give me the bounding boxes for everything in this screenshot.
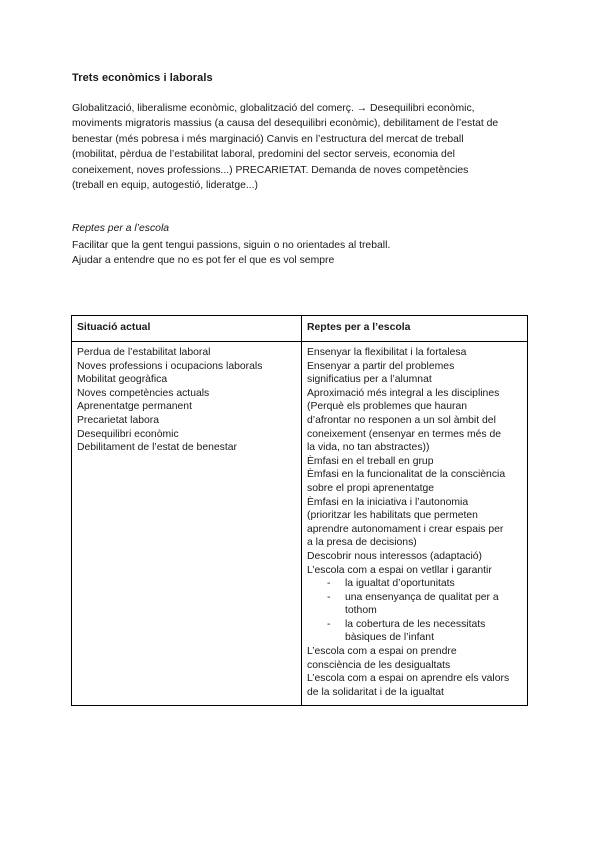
- reptes-cell-line: Èmfasi en la iniciativa i l’autonomia: [307, 496, 469, 508]
- reptes-cell-line: Èmfasi en el treball en grup: [307, 455, 434, 467]
- reptes-cell-line: (prioritzar les habilitats que permeten: [307, 510, 478, 522]
- reptes-cell-line: Ensenyar a partir del problemes: [307, 360, 455, 372]
- reptes-line: Ajudar a entendre que no es pot fer el que es vol sempre: [72, 255, 335, 266]
- bullet-line: una ensenyança de qualitat per a: [345, 591, 499, 603]
- reptes-cell-line: a la presa de decisions): [307, 537, 417, 549]
- bullet-text: [345, 591, 499, 618]
- reptes-cell-line: sobre el propi aprenentatge: [307, 482, 435, 494]
- paragraph-line: (mobilitat, pèrdua de l’estabilitat laboral, predomini del sector serveis, economia del: [72, 149, 455, 161]
- bullet-text: [345, 618, 485, 645]
- reptes-cell-line: consciència de les desigualtats: [307, 659, 451, 671]
- list-item: Mobilitat geogràfica: [77, 374, 168, 386]
- list-item: Precarietat labora: [77, 414, 160, 426]
- reptes-cell-line: de la solidaritat i de la igualtat: [307, 686, 444, 698]
- reptes-line: Facilitar que la gent tengui passions, siguin o no orientades al treball.: [72, 240, 391, 251]
- list-item: Perdua de l’estabilitat laboral: [77, 347, 211, 358]
- paragraph-line: (treball en equip, autogestió, lideratge...): [72, 180, 258, 192]
- paragraph-line: benestar (més pobresa i més marginació) Canvis en l’estructura del mercat de treball: [72, 133, 464, 145]
- reptes-cell-line: la vida, no tan abstractes)): [307, 442, 430, 454]
- bullet-item: [307, 618, 521, 645]
- reptes-cell: [302, 342, 528, 706]
- reptes-cell-line: Aproximació més integral a les disciplines: [307, 387, 500, 399]
- dash-bullet: -: [327, 618, 331, 630]
- table-header-row: [72, 316, 528, 342]
- reptes-cell-line: coneixement (ensenyar en termes més de: [307, 428, 502, 440]
- reptes-subheading: Reptes per a l’escola: [72, 223, 170, 234]
- bullet-line: la cobertura de les necessitats: [345, 618, 486, 630]
- reptes-cell-line: Descobrir nous interessos (adaptació): [307, 550, 482, 562]
- intro-paragraph: [72, 101, 532, 193]
- bullet-line: bàsiques de l’infant: [345, 632, 434, 644]
- reptes-cell-line: aprendre autonomament i crear espais per: [307, 523, 504, 535]
- reptes-cell-line: Ensenyar la flexibilitat i la fortalesa: [307, 347, 467, 358]
- bullet-text: [345, 577, 455, 591]
- reptes-cell-line: significatius per a l’alumnat: [307, 374, 432, 386]
- table-body-row: [72, 342, 528, 706]
- bullet-line: la igualtat d’oportunitats: [345, 578, 455, 590]
- paragraph-line: Globalització, liberalisme econòmic, globalització del comerç. → Desequilibri econòmic,: [72, 103, 475, 114]
- reptes-cell-line: L’escola com a espai on prendre: [307, 646, 457, 658]
- paragraph-line: coneixement, noves professions...) PRECARIETAT. Demanda de noves competències: [72, 164, 469, 176]
- comparison-table: [71, 315, 528, 706]
- reptes-cell-line: L’escola com a espai on aprendre els valors: [307, 673, 510, 685]
- list-item: Aprenentatge permanent: [77, 401, 192, 413]
- reptes-cell-line: Èmfasi en la funcionalitat de la consciència: [307, 469, 506, 481]
- list-item: Desequilibri econòmic: [77, 428, 179, 440]
- bullet-item: [307, 591, 521, 618]
- header-situacio-actual: Situació actual: [72, 316, 302, 342]
- list-item: Noves competències actuals: [77, 387, 210, 399]
- reptes-cell-line: L’escola com a espai on vetllar i garantir: [307, 564, 492, 576]
- dash-bullet: -: [327, 591, 331, 603]
- paragraph-line: moviments migratoris massius (a causa del desequilibri econòmic), debilitament de l’estat de: [72, 118, 499, 130]
- bullet-item: [307, 577, 521, 591]
- section-heading: Trets econòmics i laborals: [72, 72, 213, 84]
- list-item: Noves professions i ocupacions laborals: [77, 360, 263, 372]
- header-reptes-escola: Reptes per a l’escola: [302, 316, 528, 342]
- situacio-cell: [72, 342, 302, 706]
- reptes-text: [72, 238, 390, 268]
- bullet-line: tothom: [345, 605, 377, 617]
- list-item: Debilitament de l’estat de benestar: [77, 442, 237, 454]
- dash-bullet: -: [327, 578, 331, 590]
- reptes-cell-line: d’afrontar no responen a un sol àmbit del: [307, 414, 496, 426]
- reptes-cell-line: (Perquè els problemes que hauran: [307, 401, 467, 413]
